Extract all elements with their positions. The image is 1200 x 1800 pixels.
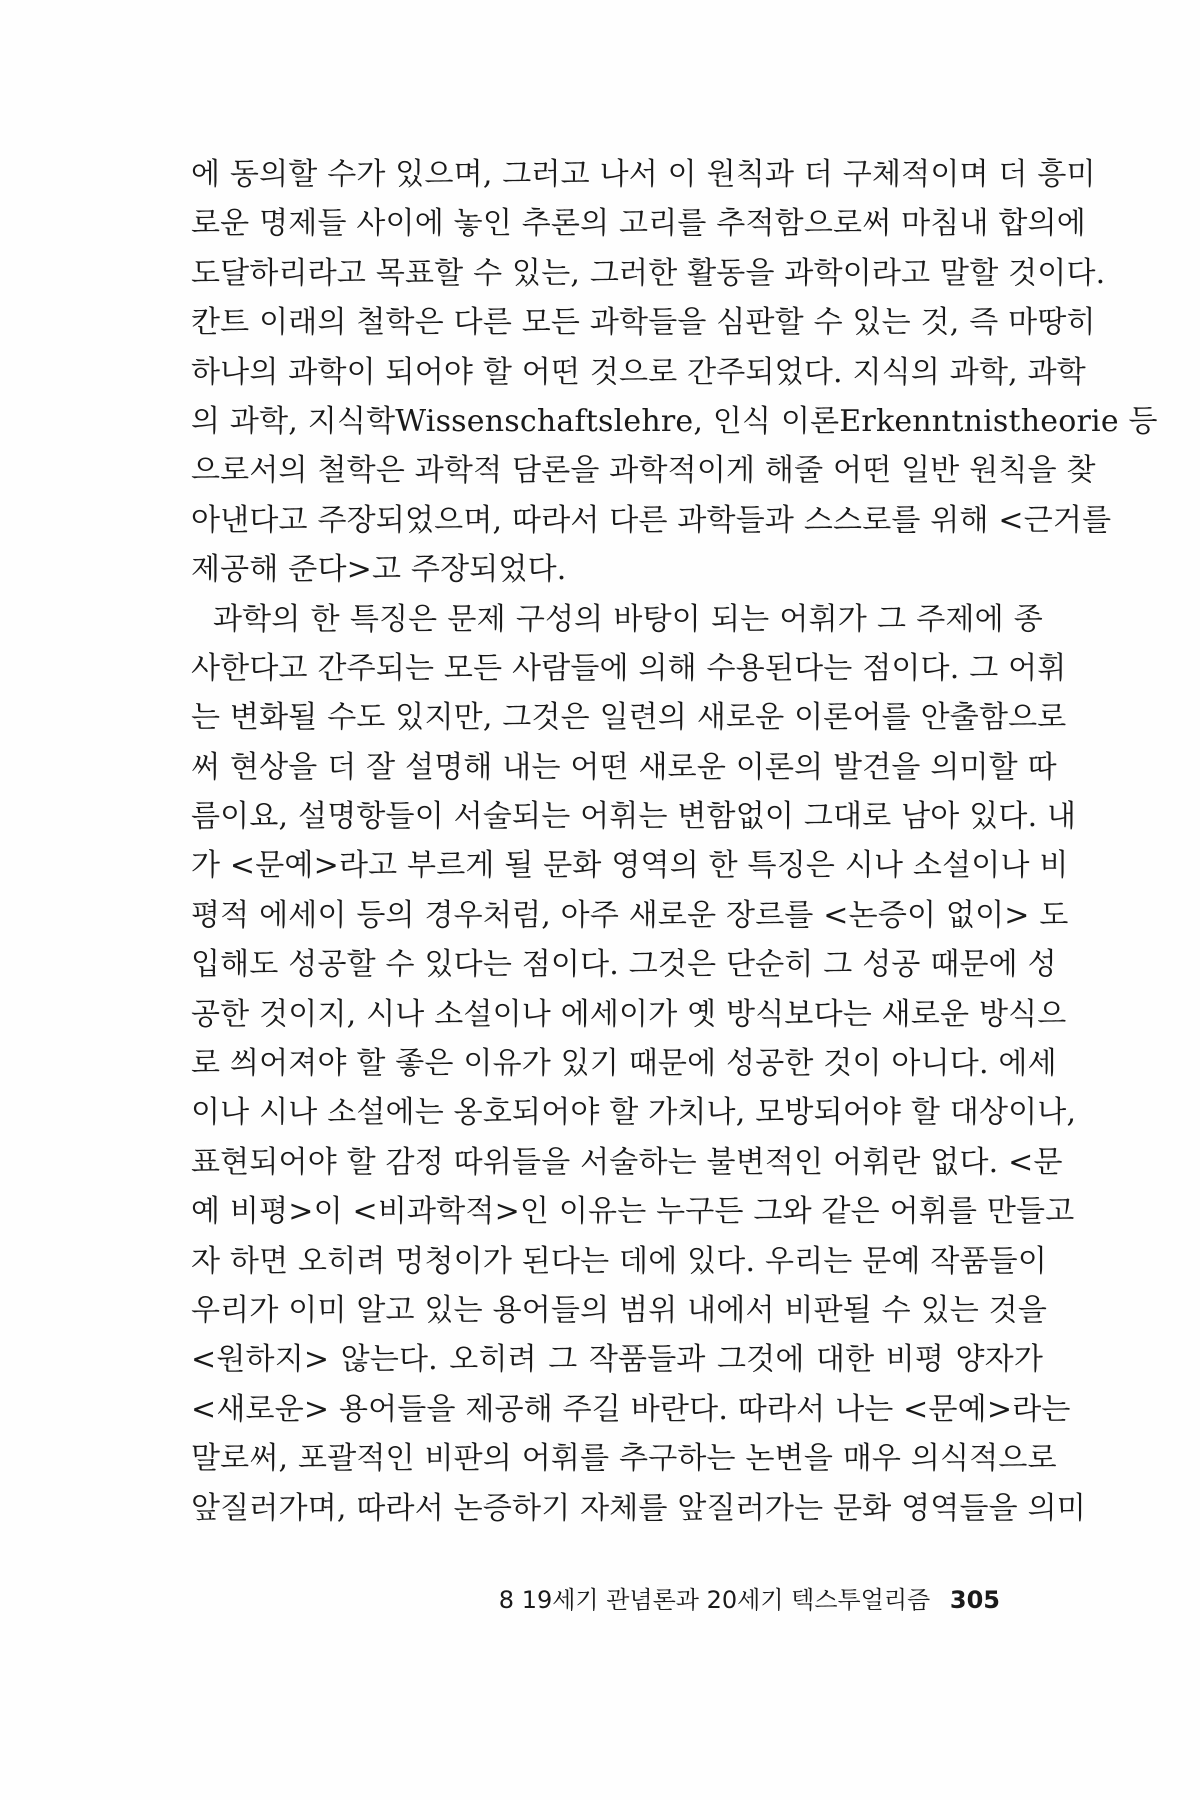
text-line: 칸트 이래의 철학은 다른 모든 과학들을 심판할 수 있는 것, 즉 마땅히 bbox=[191, 305, 1096, 341]
text-line: 로 씌어져야 할 좋은 이유가 있기 때문에 성공한 것이 아니다. 에세 bbox=[191, 1046, 1057, 1082]
page-number: 305 bbox=[949, 1586, 1000, 1614]
text-line: 도달하리라고 목표할 수 있는, 그러한 활동을 과학이라고 말할 것이다. bbox=[191, 255, 1106, 291]
text-line: 로운 명제들 사이에 놓인 추론의 고리를 추적함으로써 마침내 합의에 bbox=[191, 206, 1086, 242]
text-line: 평적 에세이 등의 경우처럼, 아주 새로운 장르를 <논증이 없이> 도 bbox=[191, 897, 1069, 933]
text-line: 으로서의 철학은 과학적 담론을 과학적이게 해줄 어떤 일반 원칙을 찾 bbox=[191, 453, 1096, 489]
text-line: 과학의 한 특징은 문제 구성의 바탕이 되는 어휘가 그 주제에 종 bbox=[213, 601, 1043, 637]
text-line: 에 동의할 수가 있으며, 그러고 나서 이 원칙과 더 구체적이며 더 흥미 bbox=[191, 157, 1096, 192]
text-line: 예 비평>이 <비과학적>인 이유는 누구든 그와 같은 어휘를 만들고 bbox=[191, 1194, 1075, 1230]
text-line: 자 하면 오히려 멍청이가 된다는 데에 있다. 우리는 문예 작품들이 bbox=[191, 1243, 1048, 1279]
text-line: 우리가 이미 알고 있는 용어들의 범위 내에서 비판될 수 있는 것을 bbox=[191, 1292, 1048, 1328]
text-line: 앞질러가며, 따라서 논증하기 자체를 앞질러가는 문화 영역들을 의미 bbox=[191, 1490, 1086, 1526]
text-line: 아낸다고 주장되었으며, 따라서 다른 과학들과 스스로를 위해 <근거를 bbox=[191, 502, 1112, 538]
text-line: 가 <문예>라고 부르게 될 문화 영역의 한 특징은 시나 소설이나 비 bbox=[191, 848, 1069, 884]
text-line: 입해도 성공할 수 있다는 점이다. 그것은 단순히 그 성공 때문에 성 bbox=[191, 947, 1057, 983]
text-line: 표현되어야 할 감정 따위들을 서술하는 불변적인 어휘란 없다. <문 bbox=[191, 1144, 1063, 1180]
text-line: 는 변화될 수도 있지만, 그것은 일련의 새로운 이론어를 안출함으로 bbox=[191, 700, 1067, 736]
page-footer bbox=[499, 1580, 1000, 1615]
text-line: 의 과학, 지식학Wissenschaftslehre, 인식 이론Erkenntnistheorie 등 bbox=[191, 403, 1158, 439]
running-head: 8 19세기 관념론과 20세기 텍스투얼리즘 bbox=[498, 1586, 931, 1614]
text-line: 공한 것이지, 시나 소설이나 에세이가 옛 방식보다는 새로운 방식으 bbox=[191, 996, 1067, 1032]
text-line: 말로써, 포괄적인 비판의 어휘를 추구하는 논변을 매우 의식적으로 bbox=[191, 1441, 1057, 1477]
text-line: <원하지> 않는다. 오히려 그 작품들과 그것에 대한 비평 양자가 bbox=[191, 1342, 1043, 1378]
text-line: 사한다고 간주되는 모든 사람들에 의해 수용된다는 점이다. 그 어휘 bbox=[191, 650, 1067, 686]
text-line: <새로운> 용어들을 제공해 주길 바란다. 따라서 나는 <문예>라는 bbox=[191, 1391, 1071, 1427]
text-line: 써 현상을 더 잘 설명해 내는 어떤 새로운 이론의 발견을 의미할 따 bbox=[191, 749, 1057, 785]
text-line: 제공해 준다>고 주장되었다. bbox=[191, 552, 567, 588]
text-line: 름이요, 설명항들이 서술되는 어휘는 변함없이 그대로 남아 있다. 내 bbox=[191, 799, 1077, 835]
body-text bbox=[191, 150, 1158, 1533]
text-line: 이나 시나 소설에는 옹호되어야 할 가치나, 모방되어야 할 대상이나, bbox=[191, 1095, 1077, 1131]
text-line: 하나의 과학이 되어야 할 어떤 것으로 간주되었다. 지식의 과학, 과학 bbox=[191, 354, 1086, 390]
